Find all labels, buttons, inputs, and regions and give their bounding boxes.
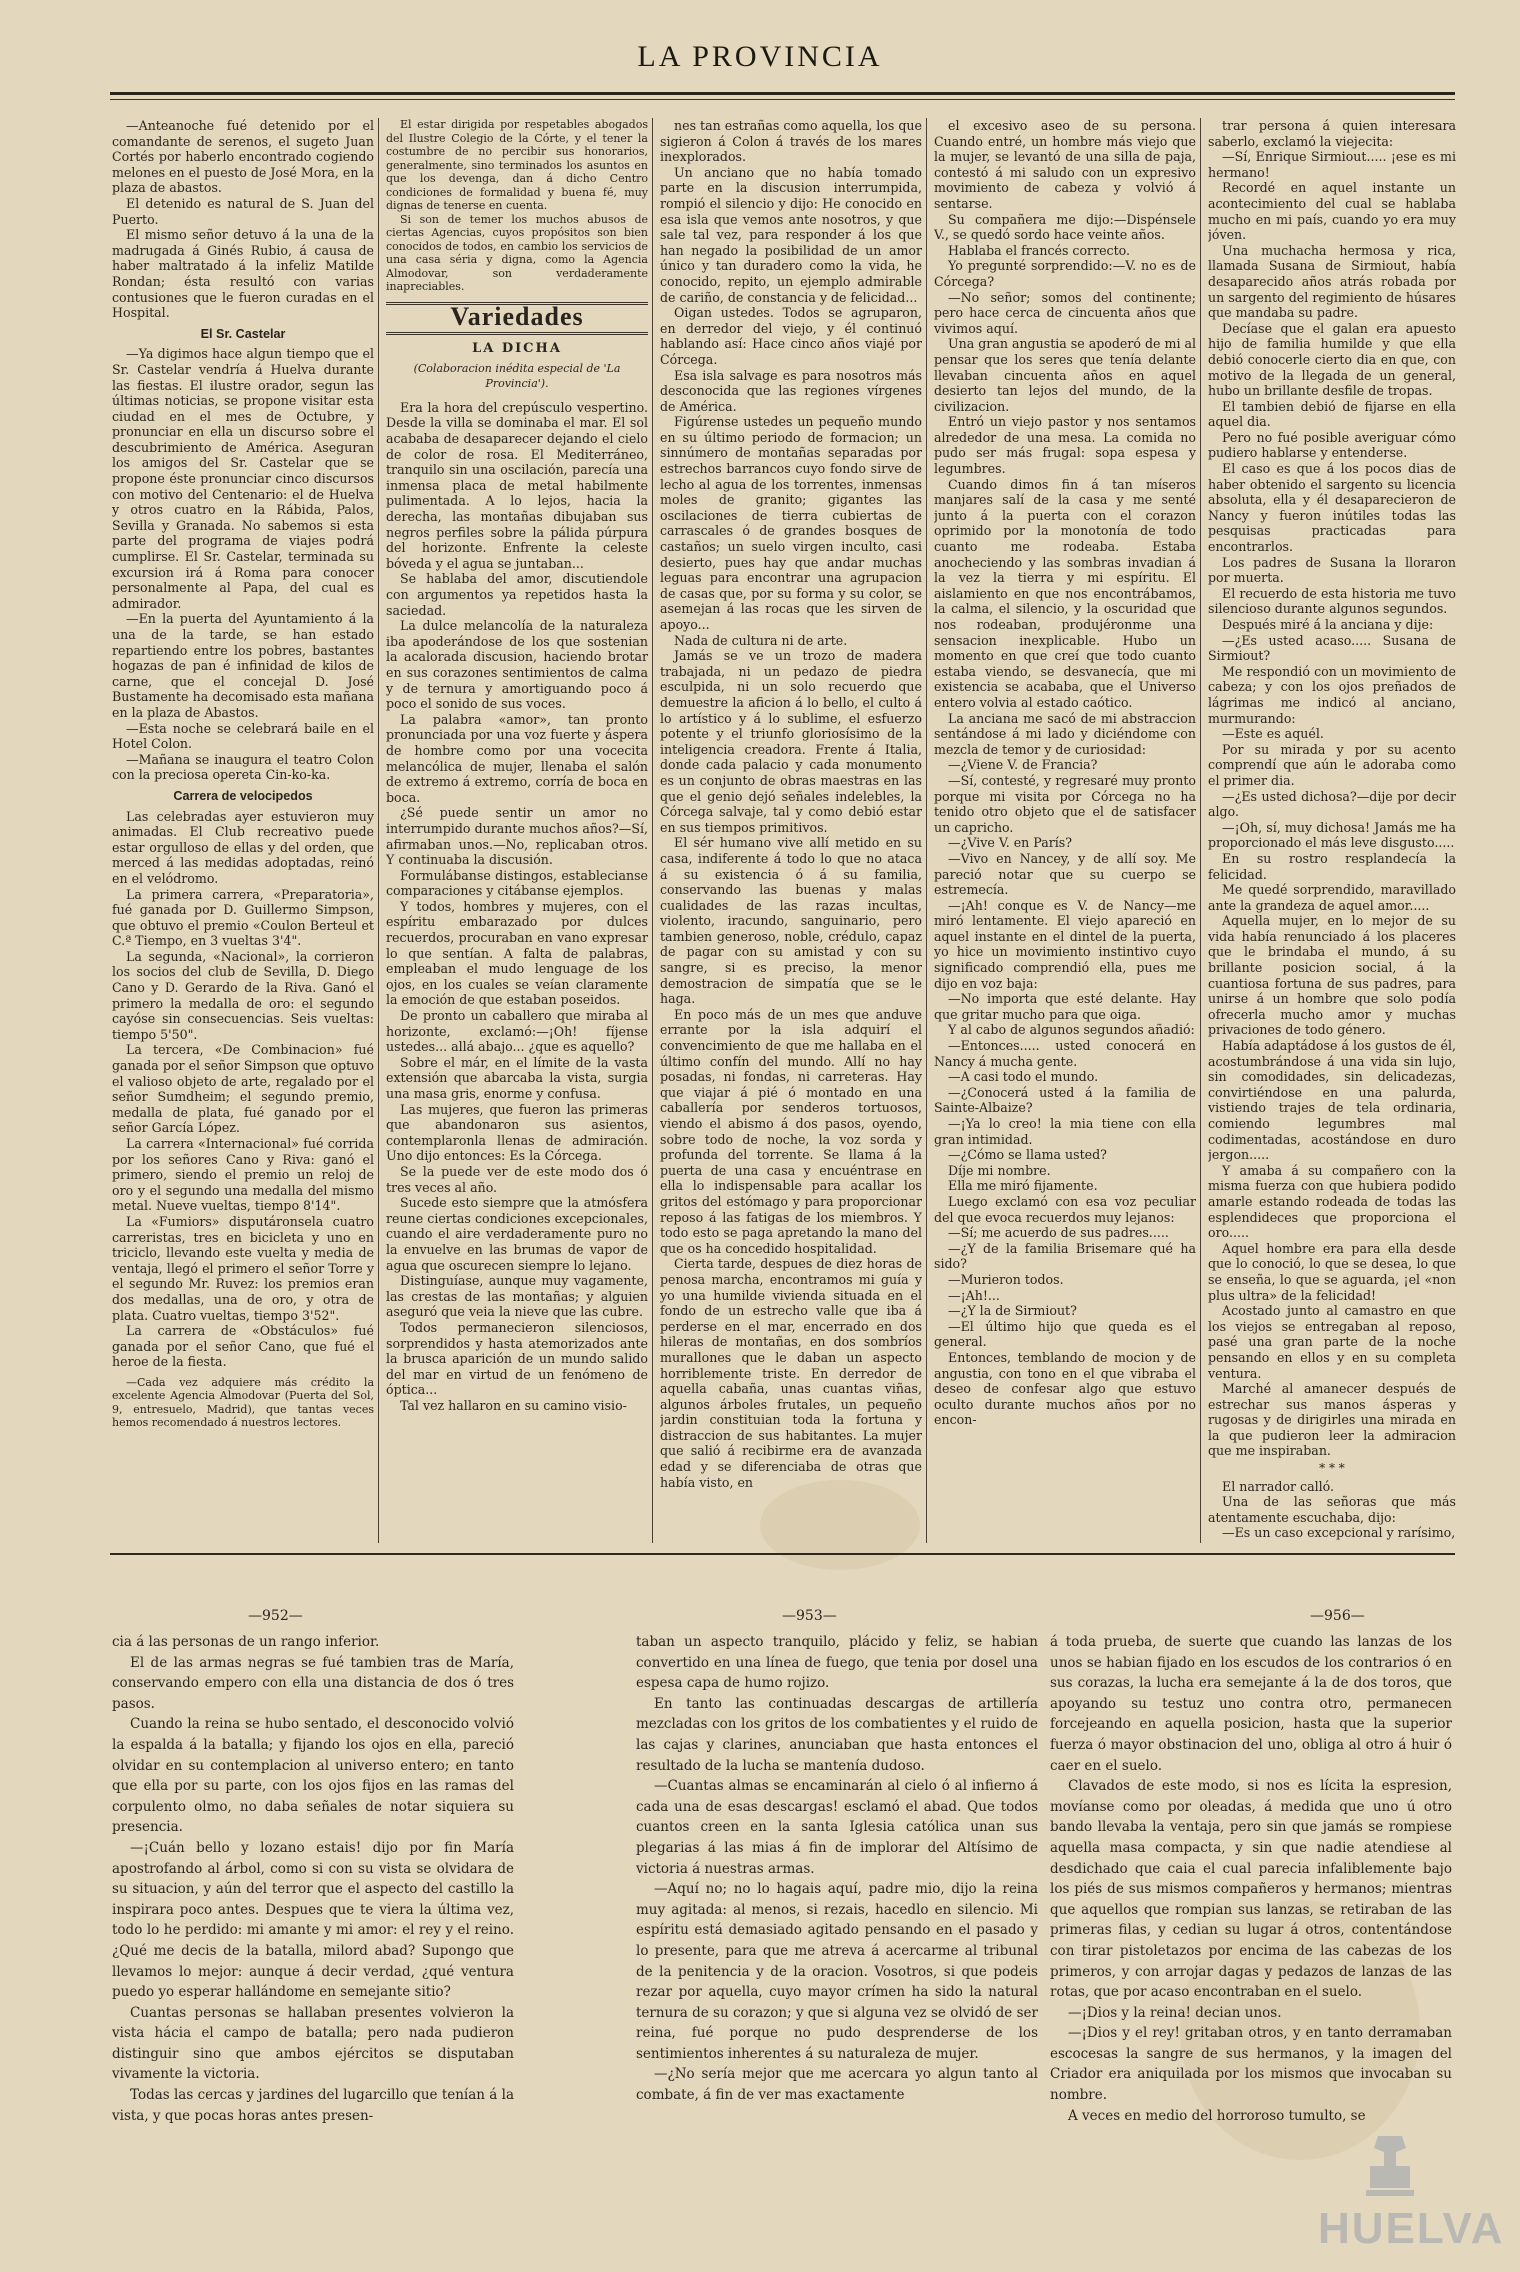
paragraph: El tambien debió de fijarse en ella aquel dia. [1208, 398, 1456, 430]
paragraph: —Cuantas almas se encaminarán al cielo ó al infierno á cada una de esas descargas! esclamó el abad. Que todos cuantos creen en la santa Iglesia católica unan sus plegarias á las mias á fin de implorar del Altísimo de victoria á nuestras armas. [636, 1778, 1038, 1877]
paragraph: Las celebradas ayer estuvieron muy animadas. El Club recreativo puede estar orgulloso de ellas y del orden, que merced á las medidas adoptadas, reinó en el velódromo. [112, 808, 374, 886]
column-2 [386, 118, 648, 1543]
column-3 [660, 118, 922, 1543]
paragraph: —¿Y de la familia Brisemare qué ha sido? [934, 1240, 1196, 1272]
section-ornament: * * * [1319, 1461, 1345, 1476]
paragraph: Cuando dimos fin á tan míseros manjares salí de la casa y me senté junto á la puerta con el corazon oprimido por la monotonía de todo cuanto me rodeaba. Estaba anocheciendo y las sombras invadian á la vez la tierra y mi espíritu. El aislamiento en que nos encontrábamos, la calma, el silencio, y la oscuridad que nos rodeaban, produjéronme una sensacion inexplicable. Hubo un momento en que creí que todo cuanto estaba viendo, se desvanecía, que mi existencia se acababa, que el Universo entero volvia al estado caótico. [934, 476, 1196, 710]
paragraph: —Sí; me acuerdo de sus padres..... [948, 1225, 1169, 1241]
paragraph: Nada de cultura ni de arte. [674, 632, 848, 648]
column-separator [652, 118, 653, 1543]
paragraph: Era la hora del crepúsculo vespertino. Desde la villa se dominaba el mar. El sol acababa de desaparecer dejando el cielo de color de rosa. El Mediterráneo, tranquilo sin una oscilación, parecía una inmensa placa de metal habilmente pulimentada. A lo lejos, hacia la derecha, las montañas dibujaban sus negros perfiles sobre la pálida púrpura del horizonte. Enfrente la celeste bóveda y el agua se juntaban... [386, 399, 648, 571]
paragraph: Aquella mujer, en lo mejor de su vida había renunciado á los placeres que le brindaba el mundo, á su brillante posicion social, á la cuantiosa fortuna de sus padres, para unirse á un hombre que solo podía ofrecerla mucho amor y muchas privaciones de todo género. [1208, 913, 1456, 1038]
paragraph: La anciana me sacó de mi abstraccion sentándose á mi lado y diciéndome con mezcla de temor y de curiosidad: [934, 710, 1196, 757]
paragraph: Cuando la reina se hubo sentado, el desconocido volvió la espalda á la batalla; y fijando los ojos en ella, pareció olvidar en su contemplacion al universo entero; en tanto que ella por su parte, con los ojos fijos en las ramas del corpulento olmo, no daba señales de notar siquiera su presencia. [112, 1716, 514, 1836]
paragraph: Recordé en aquel instante un acontecimiento del cual se hablaba mucho en mi país, cuando yo era muy jóven. [1208, 180, 1456, 243]
paragraph: Su compañera me dijo:—Dispénsele V., se quedó sordo hace veinte años. [934, 211, 1196, 243]
paragraph: La «Fumiors» disputáronsela cuatro carreristas, tres en bicicleta y uno en triciclo, llevando este vuelta y media de ventaja, llegó el primero el señor Torre y el segundo Mr. Ruvez: los premios eran dos medallas, una de oro, y otra de plata. Cuatro vueltas, tiempo 3'52". [112, 1213, 374, 1323]
paragraph: á toda prueba, de suerte que cuando las lanzas de los unos se habian fijado en los escudos de los contrarios ó en sus corazas, la lucha era semejante á la de dos toros, que apoyando su testuz uno contra otro, permanecen forcejeando en aquella posicion, hasta que la superior fuerza ó mayor obstinacion del uno, obliga al otro á huir ó caer en el suelo. [1050, 1634, 1452, 1774]
paragraph: —No señor; somos del continente; pero hace cerca de cincuenta años que vivimos aquí. [934, 289, 1196, 336]
paragraph: cia á las personas de un rango inferior. [112, 1634, 380, 1650]
paragraph: —¿Cómo se llama usted? [948, 1147, 1107, 1163]
paragraph: Pero no fué posible averiguar cómo pudiero hablarse y entenderse. [1208, 429, 1456, 461]
paragraph: A veces en medio del horroroso tumulto, se [1068, 2107, 1366, 2124]
feuilleton-rule [110, 1553, 1455, 1555]
paragraph: Distinguíase, aunque muy vagamente, las crestas de las montañas; y alguien aseguró que veia la nieve que las cubre. [386, 1273, 648, 1320]
paragraph: —¡Dios y el rey! gritaban otros, y en tanto derramaban escocesas la sangre de sus hermanos, y la imagen del Criador era aniquilada por los mismos que invocaban su nombre. [1050, 2025, 1452, 2104]
advert-note: Si son de temer los muchos abusos de ciertas Agencias, cuyos propósitos son bien conocidos de todos, en cambio los servicios de una casa séria y digna, como la Agencia Almodovar, son verdaderamente inapreciables. [386, 212, 648, 293]
section-header-box [386, 302, 648, 336]
paragraph: Se hablaba del amor, discutiendole con argumentos ya repetidos hasta la saciedad. [386, 571, 648, 618]
paragraph: Marché al amanecer después de estrechar sus manos ásperas y rugosas y de dirigirles una mirada en la que pudieron leer la admiracion que me inspiraban. [1208, 1381, 1456, 1459]
paragraph: —¡Cuán bello y lozano estais! dijo por fin María apostrofando al árbol, como si con su vista se olvidara de su situacion, y aún del terror que el aspecto del castillo la inspirara poco antes. Despues que te viera la última vez, todo lo he perdido: mi amante y mi amor: el rey y el reino. ¿Qué me decis de la batalla, milord abad? Supongo que llevamos lo mejor: aunque á decir verdad, ¿qué ventura puedo yo esperar hallándome en semejante sitio? [112, 1839, 514, 2001]
masthead-rule [110, 92, 1455, 95]
masthead: LA PROVINCIA [637, 40, 883, 73]
paragraph: —En la puerta del Ayuntamiento á la una de la tarde, se han estado repartiendo entre los pobres, bastantes hogazas de pan é infinidad de kilos de carne, que el concejal D. José Bustamente ha decomisado esta mañana en la plaza de Abastos. [112, 611, 374, 720]
paragraph: Después miré á la anciana y dije: [1222, 617, 1434, 632]
paragraph: —¿Conocerá usted á la familia de Sainte-Albaize? [934, 1084, 1196, 1116]
paragraph: La palabra «amor», tan pronto pronunciada por una voz fuerte y áspera de hombre como por una vocecita melancólica de mujer, llenaba el salón de extremo á extremo, corría de boca en boca. [386, 711, 648, 805]
paragraph: Acostado junto al camastro en que los viejos se entregaban al reposo, pasé una gran parte de la noche pensando en ellos y en su completa ventura. [1208, 1303, 1456, 1381]
paragraph: —Mañana se inaugura el teatro Colon con la preciosa opereta Cin-ko-ka. [112, 751, 374, 783]
paragraph: La segunda, «Nacional», la corrieron los socios del club de Sevilla, D. Diego Cano y D. Gerardo de la Riva. Ganó el primero la medalla de oro: el segundo cayóse sin consecuencias. Seis vueltas: tiempo 5'50". [112, 948, 374, 1042]
serial-column-left [112, 1632, 514, 2252]
column-4 [934, 118, 1196, 1543]
paragraph: Entró un viejo pastor y nos sentamos alrededor de una mesa. La comida no pudo ser más frugal: sopa espesa y legumbres. [934, 414, 1196, 477]
paragraph: —Sí, Enrique Sirmiout..... ¡ese es mi hermano! [1208, 149, 1456, 180]
paragraph: El recuerdo de esta historia me tuvo silencioso durante algunos segundos. [1208, 585, 1456, 617]
paragraph: Una de las señoras que más atentamente escuchaba, dijo: [1208, 1494, 1456, 1525]
paragraph: —¡Ah!... [948, 1287, 1000, 1303]
column-5 [1208, 118, 1456, 1543]
paragraph: —Esta noche se celebrará baile en el Hotel Colon. [112, 720, 374, 752]
paragraph: Díje mi nombre. [948, 1162, 1051, 1178]
story-title: LA DICHA [472, 341, 562, 357]
paragraph: Y al cabo de algunos segundos añadió: [948, 1022, 1195, 1038]
paragraph: El de las armas negras se fué tambien tras de María, conservando empero con ella una distancia de dos ó tres pasos. [112, 1654, 514, 1712]
paragraph: Luego exclamó con esa voz peculiar del que evoca recuerdos muy lejanos: [934, 1193, 1196, 1225]
paragraph: —¡Oh, sí, muy dichosa! Jamás me ha proporcionado el más leve disgusto..... [1208, 819, 1456, 851]
paragraph: El detenido es natural de S. Juan del Puerto. [112, 195, 374, 227]
paragraph: —¿No sería mejor que me acercara yo algun tanto al combate, á fin de ver mas exactamente [636, 2066, 1038, 2104]
paragraph: El sér humano vive allí metido en su casa, indiferente á todo lo que no ataca á su existencia ó á su familia, conservando las buenas y malas cualidades de las razas incultas, violento, iracundo, sanguinario, pero tambien generoso, noble, crédulo, capaz de pagar con su amistad y con su sangre, si es preciso, la menor demostracion de simpatía que se le haga. [660, 835, 922, 1007]
headline-castelar: El Sr. Castelar [200, 326, 286, 341]
paragraph: Cierta tarde, despues de diez horas de penosa marcha, encontramos mi guía y yo una humilde vivienda situada en el fondo de un estrecho valle que iba á perderse en el mar, encerrado en dos hileras de montañas, en dos sombríos murallones que le daban un aspecto horriblemente triste. En derredor de aquella cabaña, unas cuantas viñas, algunos árboles frutales, un pequeño jardin constituian toda la fortuna y distraccion de sus habitantes. La mujer que salió á recibirme era de avanzada edad y se diferenciaba de otras que había visto, en [660, 1256, 922, 1490]
paragraph: Por su mirada y por su acento comprendí que aún le adoraba como el primer dia. [1208, 741, 1456, 788]
paragraph: Yo pregunté sorprendido:—V. no es de Córcega? [934, 258, 1196, 289]
story-subtitle: (Colaboracion inédita especial de 'La Provincia'). [413, 361, 621, 391]
paragraph: —Murieron todos. [948, 1271, 1064, 1287]
paragraph: taban un aspecto tranquilo, plácido y feliz, se habian convertido en una línea de fuego, que tenia por dosel una espesa capa de humo rojizo. [636, 1634, 1038, 1692]
paragraph: Ella me miró fijamente. [948, 1178, 1098, 1194]
paragraph: Formulábanse distingos, establecianse comparaciones y citábanse ejemplos. [386, 867, 648, 899]
paragraph: En tanto las continuadas descargas de artillería mezcladas con los gritos de los combatientes y el ruido de las cajas y clarines, anunciaban que hasta entonces el resultado de la lucha se mantenía dudoso. [636, 1695, 1038, 1774]
paragraph: Decíase que el galan era apuesto hijo de familia humilde y que ella debió conocerle cierto dia en que, con motivo de la llegada de un general, hubo un brillante desfile de tropas. [1208, 320, 1456, 399]
paragraph: —No importa que esté delante. Hay que gritar mucho para que oiga. [934, 991, 1196, 1022]
paragraph: ¿Sé puede sentir un amor no interrumpido durante muchos años?—Sí, afirmaban unos.—No, replicaban otros. Y continuaba la discusión. [386, 805, 648, 868]
paragraph: Todas las cercas y jardines del lugarcillo que tenían á la vista, y que pocas horas antes presen- [112, 2087, 514, 2124]
paragraph: Las mujeres, que fueron las primeras que abandonaron sus asientos, contemplaronla llenas de admiración. Uno dijo entonces: Es la Córcega. [386, 1101, 648, 1164]
paragraph: Sucede esto siempre que la atmósfera reune ciertas condiciones excepcionales, cuando el aire verdaderamente puro no la envuelve en las brumas de vapor de agua que oscurecen siempre lo lejano. [386, 1195, 648, 1273]
paragraph: —Anteanoche fué detenido por el comandante de serenos, el sugeto Juan Cortés por haberlo encontrado cogiendo melones en el puesto de José Mora, en la plaza de abastos. [112, 118, 374, 196]
paragraph: —Sí, contesté, y regresaré muy pronto porque mi visita por Córcega no ha tenido otro objeto que el de satisfacer un capricho. [934, 772, 1196, 835]
paragraph: La dulce melancolía de la naturaleza iba apoderándose de los que sostenian la acalorada discusion, haciendo brotar en sus corazones sentimientos de calma y de ternura y amortiguando poco á poco el sonido de sus voces. [386, 618, 648, 712]
paragraph: Un anciano que no había tomado parte en la discusion interrumpida, rompió el silencio y dijo: He conocido en esa isla que vemos ante nosotros, y que sale tal vez, para responder á los que han negado la posibilidad de un amor único y tan duradero como la vida, he conocido, repito, un ejemplo admirable de cariño, de constancia y de felicidad... [660, 164, 922, 305]
paragraph: trar persona á quien interesara saberlo, exclamó la viejecita: [1208, 118, 1456, 149]
paragraph: —¿Es usted acaso..... Susana de Sirmiout? [1208, 632, 1456, 664]
paragraph: —El último hijo que queda es el general. [934, 1318, 1196, 1350]
paragraph: —Es un caso excepcional y rarísimo, [1222, 1525, 1456, 1541]
paragraph: La carrera «Internacional» fué corrida por los señores Cano y Riva: ganó el primero, siendo el premio un reloj de oro y el segundo una medalla del mismo metal. Nueve vueltas, tiempo 8'14". [112, 1136, 374, 1214]
paragraph: Una muchacha hermosa y rica, llamada Susana de Sirmiout, había desaparecido años atrás robada por un sargento del regimiento de húsares que mandaba su padre. [1208, 242, 1456, 321]
paragraph: —Este es aquél. [1222, 726, 1324, 742]
paragraph: —¿Y la de Sirmiout? [948, 1303, 1077, 1319]
paragraph: —A casi todo el mundo. [948, 1069, 1099, 1085]
paragraph: —Vivo en Nancey, y de allí soy. Me pareció notar que su cuerpo se estremecía. [934, 850, 1196, 898]
paragraph: La tercera, «De Combinacion» fué ganada por el señor Simpson que optuvo el valioso objeto de arte, regalado por el señor Sumdheim; el segundo premio, medalla de plata, fué ganado por el señor García López. [112, 1042, 374, 1136]
paragraph: Me respondió con un movimiento de cabeza; y con los ojos preñados de lágrimas me indicó al anciano, murmurando: [1208, 663, 1456, 726]
page-number: —956— [1310, 1608, 1365, 1624]
paragraph: —Entonces..... usted conocerá en Nancy á mucha gente. [934, 1038, 1196, 1069]
paragraph: Me quedé sorprendido, maravillado ante la grandeza de aquel amor..... [1208, 882, 1456, 913]
headline-velocipedos: Carrera de velocipedos [173, 788, 313, 803]
paragraph: —Aquí no; no lo hagais aquí, padre mio, dijo la reina muy agitada: al menos, si rezais, hacedlo en silencio. Mi espíritu está demasiado agitado pensando en el pasado y lo presente, para que me atreva á acercarme al tribunal de la penitencia y de la oracion. Vosotros, si que podeis rezar por aquella, cuyo mayor crímen ha sido la natural ternura de su corazon; y que si alguna vez se olvidó de ser reina, fué porque no pudo desprenderse de los sentimientos inherentes á su naturaleza de mujer. [636, 1881, 1038, 2062]
paragraph: Esa isla salvage es para nosotros más desconocida que las regiones vírgenes de América. [660, 367, 922, 414]
paragraph: Los padres de Susana la lloraron por muerta. [1208, 554, 1456, 586]
paragraph: Hablaba el francés correcto. [948, 242, 1131, 258]
paragraph: Jamás se ve un trozo de madera trabajada, ni un pedazo de piedra esculpida, ni un solo recuerdo que demuestre la aficion á lo bello, el culto á lo artístico y á lo sublime, el esfuerzo potente y el triunfo gloriosísimo de la inteligencia creadora. Frente á Italia, donde cada palacio y cada monumento es un conjunto de obras maestras en las que el genio dejó señales indelebles, la Córcega salvaje, tal y como debió estar en sus tiempos primitivos. [660, 648, 922, 835]
paragraph: Había adaptádose á los gustos de él, acostumbrándose á una vida sin lujo, sin comodidades, sin delicadezas, convirtiéndose en una palurda, vistiendo trajes de tela ordinaria, comiendo legumbres mal codimentadas, acostándose en duro jergon..... [1208, 1038, 1456, 1163]
page-number: —953— [782, 1608, 837, 1624]
paragraph: Se la puede ver de este modo dos ó tres veces al año. [386, 1163, 648, 1195]
column-separator [1200, 118, 1201, 1543]
paragraph: En poco más de un mes que anduve errante por la isla adquirí el convencimiento de que me hallaba en el último confín del mundo. Allí no hay posadas, ni fondas, ni carreteras. Hay que viajar á pié ó montado en una caballería por senderos tortuosos, viendo el abismo á dos pasos, oyendo, sobre todo de noche, la voz sorda y profunda del torrente. Se llama á la puerta de una casa y encuéntrase en ella lo indispensable para acallar los gritos del estómago y para proporcionar reposo á las fatigas de los miembros. Y todo esto se paga apretando la mano del que os ha concedido hospitalidad. [660, 1006, 922, 1256]
paragraph: —¡Ah! conque es V. de Nancy—me miró lentamente. El viejo apareció en aquel instante en el dintel de la puerta, yo hice un movimiento instintivo cuyo significado comprendió ella, pues me dijo en voz baja: [934, 897, 1196, 991]
paragraph: Sobre el már, en el límite de la vasta extensión que abarcaba la vista, surgia una masa gris, enorme y confusa. [386, 1054, 648, 1101]
paragraph: Aquel hombre era para ella desde que lo conoció, lo que se desea, lo que se enseña, lo que se aguarda, ¡el «non plus ultra» de la felicidad! [1208, 1240, 1456, 1303]
paragraph: Una gran angustia se apoderó de mi al pensar que los seres que tenía delante llevaban cincuenta años en aquel desierto tan lejos del mundo, de la civilizacion. [934, 336, 1196, 414]
paragraph: Todos permanecieron silenciosos, sorprendidos y hasta atemorizados ante la brusca aparición de un mundo salido del mar en virtud de un fenómeno de óptica... [386, 1319, 648, 1398]
paragraph: Oigan ustedes. Todos se agruparon, en derredor del viejo, y él continuó hablando así: Hace cinco años viajé por Córcega. [660, 305, 922, 367]
section-title: Variedades [450, 301, 584, 331]
paragraph: el excesivo aseo de su persona. Cuando entré, un hombre más viejo que la mujer, se levantó de una silla de paja, contestó á mi saludo con un expresivo movimiento de cabeza y volvió á sentarse. [934, 118, 1196, 211]
paragraph: —¡Ya lo creo! la mia tiene con ella gran intimidad. [934, 1116, 1196, 1147]
paragraph: —¿Es usted dichosa?—dije por decir algo. [1208, 788, 1456, 820]
archive-watermark [1290, 2130, 1505, 2260]
paragraph: Entonces, temblando de mocion y de angustia, con tono en el que vibraba el deseo de confesar algo que estuvo oculto durante muchos años por no encon- [934, 1349, 1196, 1428]
watermark-text: HUELVA [1318, 2204, 1505, 2253]
advert-note: —Cada vez adquiere más crédito la excelente Agencia Almodovar (Puerta del Sol, 9, entresuelo, Madrid), que tantas veces hemos recomendado á nuestros lectores. [112, 1375, 374, 1430]
paragraph: El caso es que á los pocos dias de haber obtenido el sargento su licencia absoluta, ella y él desaparecieron de Nancy y fueron inútiles todas las pesquisas practicadas para encontrarlos. [1208, 461, 1456, 555]
paragraph: Tal vez hallaron en su camino visio- [400, 1397, 627, 1413]
paragraph: —Ya digimos hace algun tiempo que el Sr. Castelar vendría á Huelva durante las fiestas. El ilustre orador, segun las últimas noticias, se propone visitar esta ciudad en el mes de Octubre, y pronunciar en ella un discurso sobre el descubrimiento de América. Aseguran los amigos del Sr. Castelar que se propone éste pronunciar cinco discursos con motivo del Centenario: el de Huelva y otros cuatro en la Rábida, Palos, Sevilla y Granada. No sabemos si esta parte del programa de viajes podrá cumplirse. El Sr. Castelar, terminada su excursion irá á Roma para conocer personalmente al Papa, del cual es admirador. [112, 346, 374, 611]
paragraph: Y todos, hombres y mujeres, con el espíritu embarazado por dulces recuerdos, procuraban en vano expresar lo que sentían. A falta de palabras, empleaban el mudo lenguage de los ojos, en los cuales se veían claramente la emoción de que estaban poseidos. [386, 898, 648, 1008]
paragraph: —¡Dios y la reina! decian unos. [1068, 2004, 1282, 2021]
page-number: —952— [248, 1608, 303, 1624]
paragraph: Figúrense ustedes un pequeño mundo en su último periodo de formacion; un sinnúmero de montañas separadas por estrechos barrancos cuyo fondo sirve de lecho al agua de los torrentes, inmensas moles de granito; gigantes las oscilaciones de tierra cubiertas de carrascales ó de grandes bosques de castaños; un suelo virgen inculto, casi desierto, pues hay que andar muchas leguas para encontrar una agrupacion de casas que, por su forma y su color, se asemejan á las rocas que les sirven de apoyo... [660, 414, 922, 632]
paragraph: Y amaba á su compañero con la misma fuerza con que hubiera podido amarle estando rodeada de todas las esplendideces que proporciona el oro..... [1208, 1162, 1456, 1241]
paragraph: La primera carrera, «Preparatoria», fué ganada por D. Guillermo Simpson, que obtuvo el premio «Coulon Berteul et C.ª Tiempo, en 3 vueltas 3'4". [112, 886, 374, 949]
paragraph: Clavados de este modo, si nos es lícita la espresion, movíanse como por oleadas, á medida que uno ú otro bando llevaba la ventaja, pero sin que jamás se rompiese aquella masa compacta, y sin que nadie atendiese al desdichado que caia el cual parecia infaliblemente bajo los piés de sus mismos compañeros y hermanos; mientras que aquellos que rompian sus lanzas, se retiraban de las primeras filas, y cedian su lugar á otros, contentándose con tirar pistoletazos por encima de las cabezas de los primeros, y con arrojar dagas y pedazos de lanzas de las rotas, que por acaso encontraban en el suelo. [1050, 1778, 1452, 2001]
paragraph: En su rostro resplandecía la felicidad. [1208, 850, 1456, 882]
paragraph: —¿Viene V. de Francia? [948, 757, 1098, 773]
paragraph: La carrera de «Obstáculos» fué ganada por el señor Cano, que fué el heroe de la fiesta. [112, 1323, 374, 1370]
column-1 [112, 118, 374, 1543]
paragraph: —¿Vive V. en París? [948, 835, 1072, 851]
advert-note: El estar dirigida por respetables abogados del Ilustre Colegio de la Córte, y el tener la costumbre de no percibir sus honorarios, generalmente, sino terminados los asuntos en que los devenga, dan á dicho Centro condiciones de formalidad y buena fé, muy dignas de tenerse en cuenta. [386, 118, 648, 212]
column-separator [926, 118, 927, 1543]
serial-column-middle [636, 1632, 1038, 2252]
paragraph: El narrador calló. [1222, 1478, 1335, 1494]
paragraph: De pronto un caballero que miraba al horizonte, exclamó:—¡Oh! fíjense ustedes... allá abajo... ¿que es aquello? [386, 1008, 648, 1055]
column-separator [378, 118, 379, 1543]
paragraph: El mismo señor detuvo á la una de la madrugada á Ginés Rubio, á causa de haber maltratado á la infeliz Matilde Rondan; ésta resultó con varias contusiones que le fueron curadas en el Hospital. [112, 227, 374, 321]
paragraph: nes tan estrañas como aquella, los que sigieron á Colon á través de los mares inexplorados. [660, 118, 922, 165]
masthead-rule-thin [110, 99, 1455, 100]
paragraph: Cuantas personas se hallaban presentes volvieron la vista hácia el campo de batalla; pero nada pudieron distinguir sino que ambos ejércitos se disputaban vivamente la victoria. [112, 2004, 514, 2083]
